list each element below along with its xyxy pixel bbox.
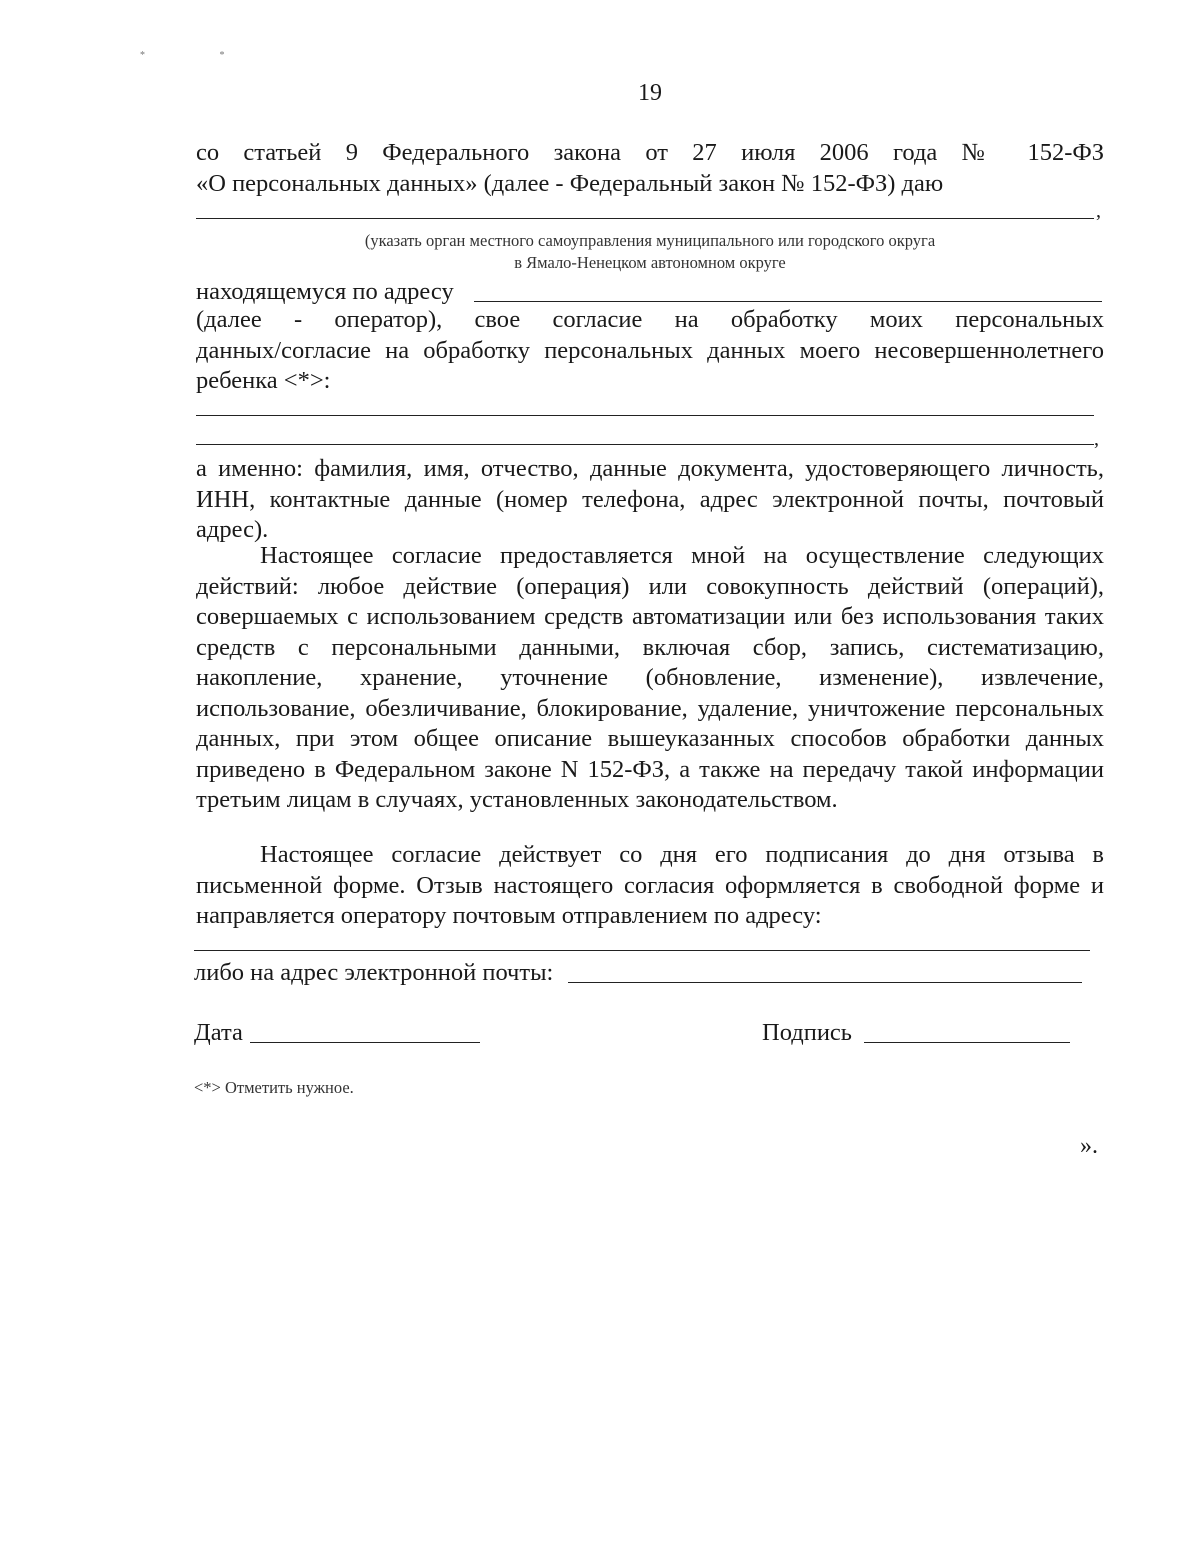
closing-quote: ». — [1080, 1133, 1098, 1159]
blank-line-1[interactable] — [196, 415, 1094, 416]
intro-line-2: «О персональных данных» (далее - Федеральный закон № 152-ФЗ) даю — [196, 169, 944, 197]
organ-caption-line-2: в Ямало-Ненецком автономном округе — [514, 253, 786, 272]
page-number: 19 — [638, 80, 662, 106]
email-blank-line[interactable] — [568, 982, 1082, 983]
organ-blank-comma: , — [1096, 200, 1101, 222]
blank-line-2-comma: , — [1094, 428, 1099, 450]
date-label: Дата — [194, 1019, 243, 1046]
footnote: <*> Отметить нужное. — [194, 1078, 354, 1097]
blank-line-2[interactable] — [196, 444, 1094, 445]
signature-blank-line[interactable] — [864, 1042, 1070, 1043]
address-blank-line[interactable] — [474, 301, 1102, 302]
intro-text — [196, 138, 1104, 199]
date-blank-line[interactable] — [250, 1042, 480, 1043]
organ-blank-line[interactable] — [196, 218, 1094, 219]
organ-caption-line-1: (указать орган местного самоуправления муниципального или городского округа — [364, 231, 936, 250]
operator-paragraph — [196, 305, 1104, 397]
validity-paragraph: Настоящее согласие действует со дня его подписания до дня отзыва в письменной форме. Отзыв настоящего согласия оформляется в свободной форме и направляется оператору почтовым отправлением по адресу: — [196, 841, 1104, 929]
operator-line-1: (далее - оператор), свое согласие на обработку моих персональных — [196, 306, 1104, 333]
postal-address-blank-line[interactable] — [194, 950, 1090, 951]
data-list-paragraph: а именно: фамилия, имя, отчество, данные документа, удостоверяющего личность, ИНН, контактные данные (номер телефона, адрес электронной почты, почтовый адрес). — [196, 455, 1104, 543]
email-label: либо на адрес электронной почты: — [194, 959, 554, 986]
operator-line-2: данных/согласие на обработку персональных данных моего несовершеннолетнего — [196, 336, 1104, 364]
intro-line-1: со статьей 9 Федерального закона от 27 июля 2006 года № 152-ФЗ — [196, 139, 1104, 166]
actions-paragraph: Настоящее согласие предоставляется мной на осуществление следующих действий: любое действие (операция) или совокупность действий (операций), совершаемых с использованием средств автоматизации или без использования таких средств с персональными данными, включая сбор, запись, систематизацию, накопление, хранение, уточнение (обновление, изменение), извлечение, использование, обезличивание, блокирование, удаление, уничтожение персональных данных, при этом общее описание вышеуказанных способов обработки данных приведено в Федеральном законе N 152-ФЗ, а также на передачу такой информации третьим лицам в случаях, установленных законодательством. — [196, 542, 1104, 813]
address-label: находящемуся по адресу — [196, 278, 454, 305]
scan-specks: * * — [140, 50, 261, 61]
signature-label: Подпись — [762, 1019, 852, 1046]
organ-caption — [196, 230, 1104, 274]
operator-line-3: ребенка <*>: — [196, 367, 331, 394]
